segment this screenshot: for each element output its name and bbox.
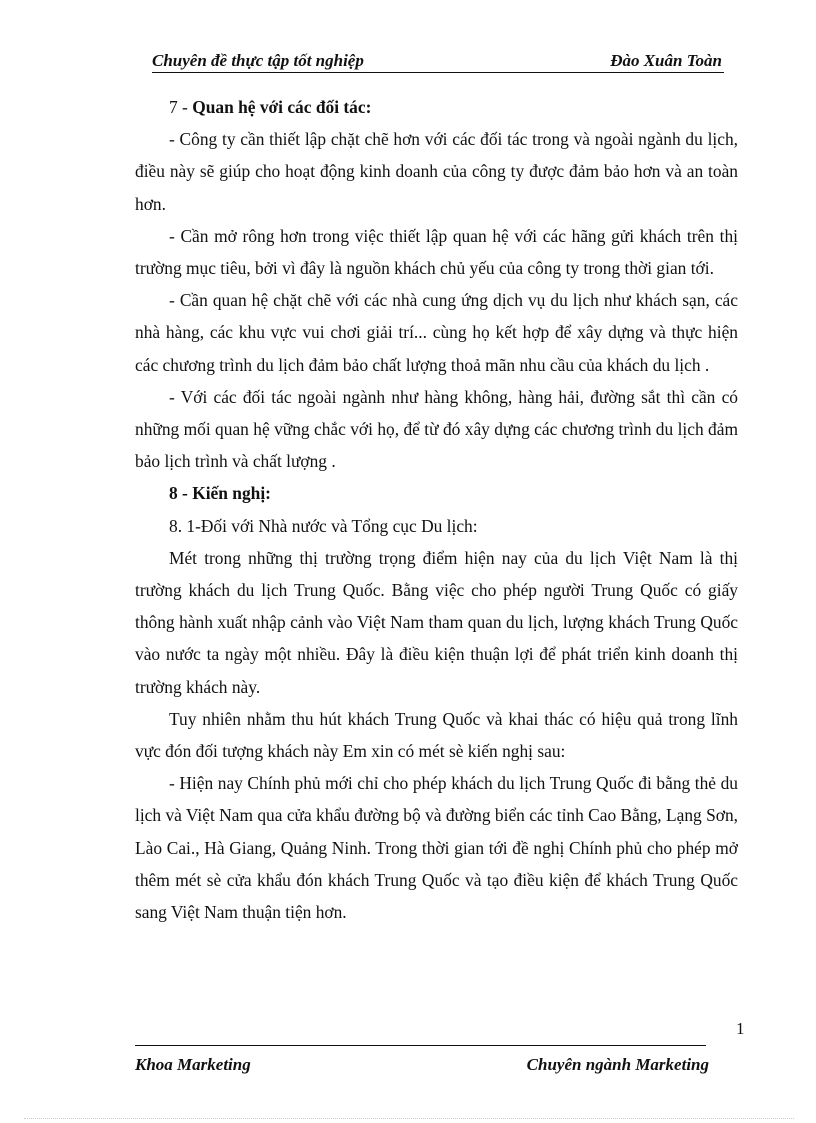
header-author: Đào Xuân Toàn — [610, 51, 722, 70]
page-edge-divider — [24, 1118, 794, 1119]
section-8-title: Kiến nghị: — [192, 483, 271, 504]
section-8-heading — [135, 477, 738, 509]
footer-major: Chuyên ngành Marketing — [526, 1055, 709, 1074]
section-7-paragraph-3: - Cần quan hệ chặt chẽ với các nhà cung ứng dịch vụ du lịch như khách sạn, các nhà hàng, các khu vực vui chơi giải trí... cùng họ kết hợp để xây dựng và thực hiện các chương trình du lịch đảm bảo chất lượng thoả mãn nhu cầu của khách du lịch . — [135, 290, 738, 375]
document-body — [135, 91, 738, 928]
header-title: Chuyên đề thực tập tốt nghiệp — [152, 51, 364, 70]
running-header — [152, 50, 724, 73]
section-8-paragraph-2: Tuy nhiên nhằm thu hút khách Trung Quốc và khai thác có hiệu quả trong lĩnh vực đón đối tượng khách này Em xin có mét sè kiến nghị sau: — [135, 708, 738, 762]
section-7-number: 7 - — [169, 97, 193, 117]
section-7-paragraph-4: - Với các đối tác ngoài ngành như hàng không, hàng hải, đường sắt thì cần có những mối quan hệ vững chắc với họ, để từ đó xây dựng các chương trình du lịch đảm bảo lịch trình và chất lượng . — [135, 386, 738, 472]
running-footer — [135, 1053, 709, 1077]
section-8-number: 8 - — [169, 483, 193, 504]
section-7-paragraph-2: - Cần mở rông hơn trong việc thiết lập quan hệ với các hãng gửi khách trên thị trường mục tiêu, bởi vì đây là nguồn khách chủ yếu của công ty trong thời gian tới. — [135, 225, 738, 279]
section-7-paragraph-1: - Công ty cần thiết lập chặt chẽ hơn với các đối tác trong và ngoài ngành du lịch, điều này sẽ giúp cho hoạt động kinh doanh của công ty được đảm bảo hơn và an toàn hơn. — [135, 129, 738, 214]
footer-rule — [135, 1045, 706, 1046]
section-8-paragraph-3: - Hiện nay Chính phủ mới chỉ cho phép khách du lịch Trung Quốc đi bằng thẻ du lịch và Việt Nam qua cửa khẩu đường bộ và đường biển các tỉnh Cao Bằng, Lạng Sơn, Lào Cai., Hà Giang, Quảng Ninh. Trong thời gian tới đề nghị Chính phủ cho phép mở thêm mét sè cửa khẩu đón khách Trung Quốc và tạo điều kiện để khách Trung Quốc sang Việt Nam thuận tiện hơn. — [135, 773, 738, 923]
section-7-title: Quan hệ với các đối tác: — [192, 97, 372, 117]
section-7-heading — [135, 91, 738, 123]
section-8-paragraph-1: Mét trong những thị trường trọng điểm hiện nay của du lịch Việt Nam là thị trường khách du lịch Trung Quốc. Bằng việc cho phép người Trung Quốc có giấy thông hành xuất nhập cảnh vào Việt Nam tham quan du lịch, lượng khách Trung Quốc vào nước ta ngày một nhiều. Đây là điều kiện thuận lợi để phát triển kinh doanh thị trường khách này. — [135, 547, 738, 697]
section-8-1-subheading: 8. 1-Đối với Nhà nước và Tổng cục Du lịch: — [169, 515, 478, 536]
page-number: 1 — [736, 1019, 745, 1038]
footer-faculty: Khoa Marketing — [135, 1055, 251, 1074]
